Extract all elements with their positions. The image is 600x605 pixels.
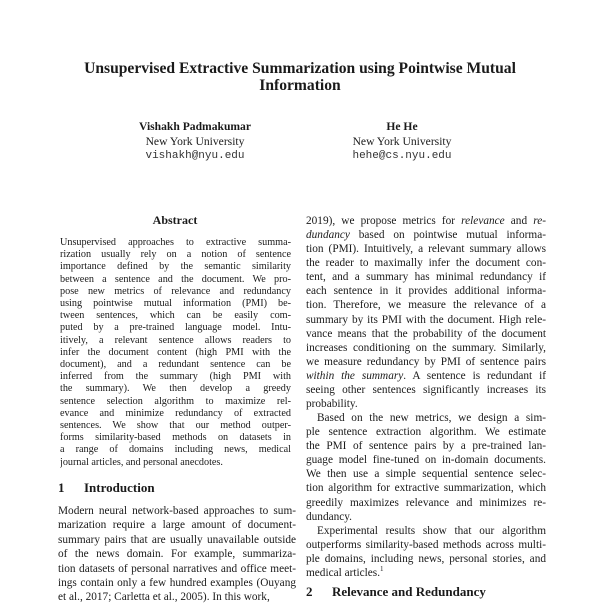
author-block: [95, 119, 295, 164]
text-line: evance and minimize redundancy of extracted: [60, 407, 291, 419]
text-line: summary pairs that are usually unavailable outside: [58, 533, 296, 546]
section-number: 2: [306, 584, 313, 599]
author-affiliation: New York University: [145, 135, 245, 148]
abstract-heading: Abstract: [152, 213, 198, 227]
paper-title: [60, 60, 540, 94]
text-line: importance defined by the semantic similarity: [60, 261, 291, 273]
text-line: rization usually rely on a notion of sentence: [60, 249, 291, 261]
text-line: each sentence in it provides additional informa-: [306, 285, 546, 298]
author-email: hehe@cs.nyu.edu: [352, 150, 452, 162]
text-line: greedily maximizes relevance and minimizes re-: [306, 496, 546, 509]
text-line: ple domains, including news, personal stories, and: [306, 552, 546, 565]
text-line: tent, and a summary has minimal redundancy if: [306, 271, 546, 284]
text-line: itively, a relevant sentence allows readers to: [60, 334, 291, 346]
text-span: based on pointwise mutual informa-: [349, 229, 546, 242]
text-line: guage model fine-tuned on in-domain documents.: [306, 454, 546, 467]
text-line: Experimental results show that our algorithm: [317, 524, 546, 537]
section-title: Introduction: [84, 480, 155, 495]
text-span: . A sentence is redundant if: [403, 369, 546, 382]
section-heading-introduction: [58, 480, 155, 496]
text-line: the summary). We then develop a greedy: [60, 383, 291, 395]
text-line: forms similarity-based methods on datasets in: [60, 432, 291, 444]
text-line: Unsupervised approaches to extractive summa-: [60, 237, 291, 248]
text-span: 2019), we propose metrics for: [306, 215, 462, 227]
text-line: the PMI of sentence pairs by a pre-trained lan-: [306, 440, 546, 453]
text-line: tion algorithm for extractive summarization, which: [306, 482, 546, 495]
text-line: ple sentence extraction algorithm. We estimate: [306, 426, 546, 439]
text-line: increases conditioning on the summary. Similarly,: [306, 341, 546, 354]
intro-left-column: [58, 504, 296, 605]
intro-right-column: [306, 214, 546, 580]
text-line: probability.: [306, 398, 358, 411]
text-line: sentences. We show that our method outper-: [60, 420, 291, 432]
text-line: [306, 228, 546, 242]
text-line: between a sentence and the document. We pro-: [60, 273, 291, 285]
text-line: seeing other sentences significantly increases its: [306, 383, 546, 396]
author-affiliation: New York University: [352, 135, 452, 148]
section-number: 1: [58, 480, 65, 495]
text-line: [306, 369, 546, 383]
footnote-marker: 1: [380, 565, 384, 574]
text-line: sentence selection algorithm to maximize rel-: [60, 395, 291, 407]
abstract-body: [60, 237, 291, 469]
italic-text: re-: [533, 215, 546, 227]
text-line: infer the document content (high PMI with the: [60, 346, 291, 358]
section-heading-relevance-redundancy: [306, 584, 486, 600]
text-line: we measure redundancy by PMI of sentence pairs: [306, 355, 546, 368]
text-line: pose new metrics of relevance and redundancy: [60, 285, 291, 297]
title-line: Information: [259, 77, 341, 94]
text-line: puted by a pre-trained language model. Intu-: [60, 322, 291, 334]
text-line: the reader to maximally infer the document con-: [306, 257, 546, 270]
text-line: summary by its PMI with the document. High rele-: [306, 313, 546, 326]
text-line: tween sentences, which can be easily com-: [60, 310, 291, 322]
text-line: journal articles, and personal anecdotes.: [60, 456, 223, 468]
text-line: ings contain only a few hundred examples (Ouyang: [58, 577, 296, 590]
text-line: Modern neural network-based approaches to sum-: [58, 505, 296, 517]
text-line: dundancy.: [306, 510, 353, 523]
italic-text: relevance: [461, 215, 505, 227]
italic-text: within the summary: [306, 369, 404, 382]
text-line: marization require a large amount of document-: [58, 519, 296, 532]
author-email: vishakh@nyu.edu: [145, 150, 245, 162]
section-title: Relevance and Redundancy: [332, 584, 486, 599]
text-span: and: [504, 215, 534, 227]
text-line: We then use a simple sequential sentence selec-: [306, 468, 546, 481]
author-name: He He: [386, 120, 418, 133]
text-line: et al., 2017; Carletta et al., 2005). In this work,: [58, 591, 270, 604]
text-line: tion (PMI). Intuitively, a relevant summary allows: [306, 243, 546, 256]
text-line: [306, 566, 546, 580]
text-line: document), and a redundant sentence can be: [60, 359, 291, 371]
author-block: [302, 119, 502, 164]
text-line: vance means that the probability of the document: [306, 327, 546, 340]
author-name: Vishakh Padmakumar: [139, 120, 251, 133]
text-line: a range of domains including news, medical: [60, 444, 291, 456]
text-span: medical articles.: [306, 566, 381, 579]
text-line: tion datasets of personal narratives and office meet-: [58, 562, 296, 575]
text-line: inferred from the summary (high PMI with: [60, 371, 291, 383]
title-line: Unsupervised Extractive Summarization using Pointwise Mutual: [84, 60, 516, 77]
text-line: using pointwise mutual information (PMI) be-: [60, 298, 291, 310]
text-line: tion. Therefore, we measure the relevance of a: [306, 299, 546, 312]
italic-text: dundancy: [306, 229, 350, 242]
text-line: Based on the new metrics, we design a sim-: [317, 412, 546, 425]
text-line: outperforms similarity-based methods across multi-: [306, 538, 546, 551]
text-line: of the news domain. For example, summariza-: [58, 548, 296, 561]
text-line: [306, 214, 546, 228]
